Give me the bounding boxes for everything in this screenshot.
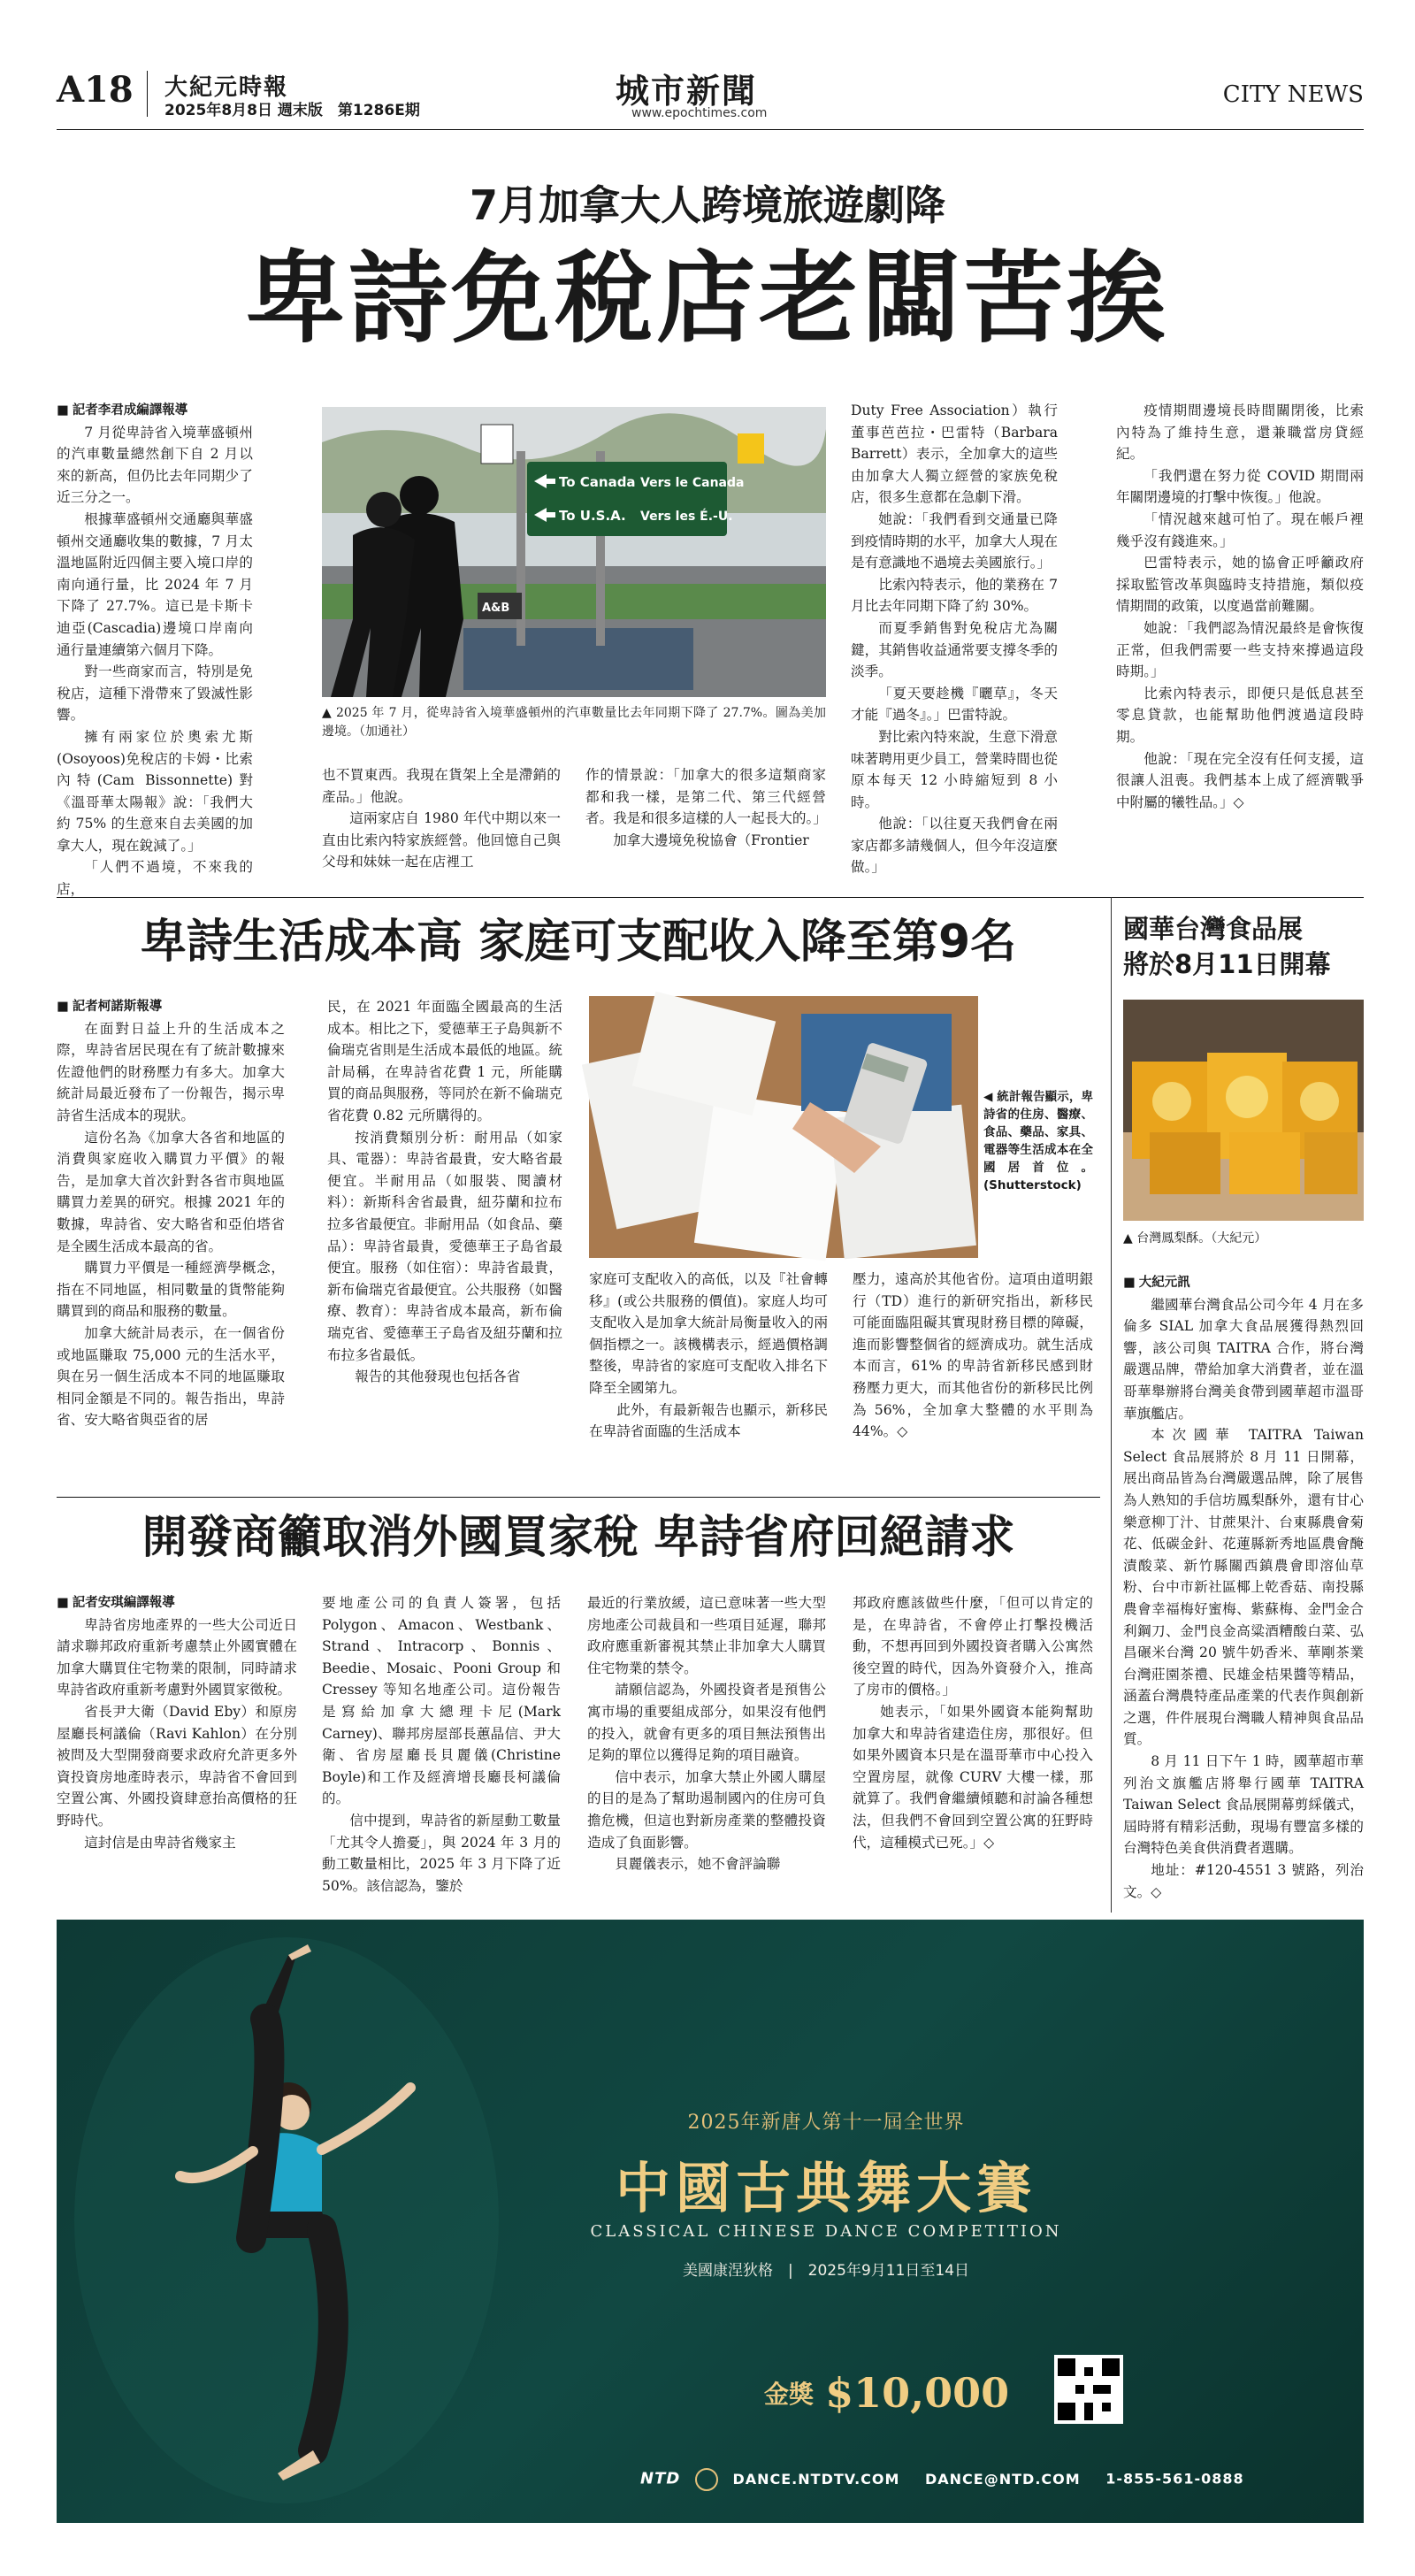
article1-col3 xyxy=(585,764,826,888)
paragraph: 加拿大邊境免稅協會（Frontier xyxy=(613,832,809,848)
paragraph: 她說：「我們看到交通量已降到疫情時期的水平，加拿大人現在是有意識地不過境去美國旅行。」 xyxy=(851,510,1058,571)
paragraph: 她表示，「如果外國資本能夠幫助加拿大和卑詩省建造住房，那很好。但如果外國資本只是在溫哥華市中心投入空置房屋，就像 CURV 大樓一樣，那就算了。我們會繼續傾聽和討論各種想法，但我們不會回到空置公寓的狂野時代，這種模式已死。」◇ xyxy=(853,1703,1093,1851)
sidebar-headline-line2: 將於8月11日開幕 xyxy=(1123,949,1331,979)
article3-byline: ■ 記者安琪編譯報導 xyxy=(57,1592,297,1614)
article2-col3 xyxy=(589,1269,828,1491)
paragraph: 對比索內特來說，生意下滑意味著聘用更少員工，營業時間也從原本每天 12 小時縮短到 8 小時。 xyxy=(851,728,1058,810)
paragraph: 他說：「以往夏天我們會在兩家店都多請幾個人，但今年沒這麼做。」 xyxy=(851,816,1058,876)
qr-code[interactable] xyxy=(1054,2355,1123,2424)
sidebar-caption: ▲ 台灣鳳梨酥。（大紀元） xyxy=(1123,1231,1267,1246)
paragraph: 比索內特表示，他的業務在 7 月比去年同期下降了約 30%。 xyxy=(851,576,1058,615)
ntd-logo: NTD xyxy=(640,2469,681,2488)
paragraph: 擁有兩家位於奧索尤斯(Osoyoos)免稅店的卡姆・比索內特(Cam Bissonnette)對《溫哥華太陽報》說：「我們大約 75% 的生意來自去美國的加拿大人，現在銳減了。」 xyxy=(57,728,253,854)
paragraph: 對一些商家而言，特別是免稅店，這種下滑帶來了毀滅性影響。 xyxy=(57,663,253,724)
paragraph: 也不買東西。我現在貨架上全是滯銷的產品。」他說。 xyxy=(322,767,561,805)
pineapple-cake-photo xyxy=(1123,1000,1364,1221)
paragraph: 這兩家店自 1980 年代中期以來一直由比索內特家族經營。他回憶自己與父母和妹妹一起在店裡工 xyxy=(322,810,561,870)
budget-photo xyxy=(589,996,978,1258)
ad-website[interactable]: DANCE.NTDTV.COM xyxy=(732,2470,900,2488)
article3-col1 xyxy=(57,1592,297,1911)
paragraph: 家庭可支配收入的高低，以及『社會轉移』(或公共服務的價值)。家庭人均可支配收入是加拿大統計局衡量收入的兩個指標之一。該機構表示，經過價格調整後，卑詩省的家庭可支配收入排名下降至全國第九。 xyxy=(589,1271,828,1396)
sign-to-usa: To U.S.A. xyxy=(559,508,626,524)
page-number: A18 xyxy=(57,69,134,111)
article1-byline: ■ 記者李君成編譯報導 xyxy=(57,400,253,422)
ad-title-en: CLASSICAL CHINESE DANCE COMPETITION xyxy=(590,2222,1062,2241)
paragraph: 比索內特表示，即便只是低息甚至零息貸款，也能幫助他們渡過這段時期。 xyxy=(1116,685,1364,745)
article3-col2 xyxy=(322,1592,561,1911)
article1-col5 xyxy=(1116,400,1364,888)
paragraph: 他說：「現在完全沒有任何支援，這很讓人沮喪。我們基本上成了經濟戰爭中附屬的犧牲品。」◇ xyxy=(1116,750,1364,810)
paragraph: 在面對日益上升的生活成本之際，卑詩省居民現在有了統計數據來佐證他們的財務壓力有多大。加拿大統計局最近發布了一份報告，揭示卑詩省生活成本的現狀。 xyxy=(57,1020,285,1123)
article3-headline: 開發商籲取消外國買家稅 卑詩省府回絕請求 xyxy=(142,1512,1015,1564)
sidebar-body xyxy=(1123,1272,1364,1911)
section-en: CITY NEWS xyxy=(1222,81,1364,108)
paragraph: 本次國華 TAITRA Taiwan Select 食品展將於 8 月 11 日開幕，展出商品皆為台灣嚴選品牌，除了展售為人熟知的手信坊鳳梨酥外，還有甘心樂意柳丁汁、甘蔗果汁、台東縣農會菊花、低碳金針、花蓮縣新秀地區農會醃漬酸菜、新竹縣關西鎮農會即溶仙草粉、台中市新社區椰上乾香菇、南投縣農會幸福梅好蜜梅、紫蘇梅、金門金合利鋼刀、金門良金高粱酒糟酸白菜、弘昌碾米台灣 20 號牛奶香米、華剛茶業台灣莊園茶禮、民雄金桔果醬等精品，涵蓋台灣農特產品產業的代表作與創新之選，件件展現台灣職人精神與食品品質。 xyxy=(1123,1427,1364,1748)
article1-kicker: 7月加拿大人跨境旅遊劇降 xyxy=(469,181,945,229)
issue-date: 2025年8月8日 週末版 第1286E期 xyxy=(164,102,420,119)
paragraph: 這封信是由卑詩省幾家主 xyxy=(84,1834,236,1851)
paper-name: 大紀元時報 xyxy=(164,74,289,101)
article2-caption: ◀ 統計報告顯示，卑詩省的住房、醫療、食品、藥品、家具、電器等生活成本在全國居首位。(Shutterstock) xyxy=(983,1090,1093,1192)
article2-headline: 卑詩生活成本高 家庭可支配收入降至第9名 xyxy=(140,916,1017,969)
paragraph: 她說：「我們認為情況最終是會恢復正常，但我們需要一些支持來撐過這段時期。」 xyxy=(1116,619,1364,680)
paragraph: 加拿大統計局表示，在一個省份或地區賺取 75,000 元的生活水平，與在另一個生活成本不同的地區賺取相同金額是不同的。報告指出，卑詩省、安大略省與亞省的居 xyxy=(57,1324,285,1429)
article3-col3 xyxy=(587,1592,826,1911)
paragraph: 最近的行業放緩，這已意味著一些大型房地產公司裁員和一些項目延遲，聯邦政府應重新審視其禁止非加拿大人購買住宅物業的禁令。 xyxy=(587,1595,826,1676)
paragraph: 此外，有最新報告也顯示，新移民在卑詩省面臨的生活成本 xyxy=(589,1401,828,1440)
ad-email[interactable]: DANCE@NTD.COM xyxy=(925,2470,1081,2488)
paragraph: 信中提到，卑詩省的新屋動工數量「尤其令人擔憂」，與 2024 年 3 月的動工數量相比，2025 年 3 月下降了近 50%。該信認為，鑒於 xyxy=(322,1812,561,1894)
sign-vers-canada: Vers le Canada xyxy=(640,476,745,490)
border-photo xyxy=(322,407,826,697)
article2-col1 xyxy=(57,996,285,1491)
paragraph: 這份名為《加拿大各省和地區的消費與家庭收入購買力平價》的報告，是加拿大首次針對各省市與地區購買力差異的研究。根據 2021 年的數據，卑詩省、安大略省和亞伯塔省是全國生活成本最高的省。 xyxy=(57,1129,285,1254)
sign-store: A&B xyxy=(482,602,510,615)
paragraph: 根據華盛頓州交通廳與華盛頓州交通廳收集的數據，7 月太溫地區附近四個主要入境口岸的南向通行量，比 2024 年 7 月下降了 27.7%。這已是卡斯卡迪亞(Cascadia)邊境口岸南向通行量連續第六個月下降。 xyxy=(57,510,253,658)
article3-col4 xyxy=(853,1592,1093,1911)
article2-col4 xyxy=(853,1269,1093,1491)
ad-phone: 1-855-561-0888 xyxy=(1105,2470,1244,2488)
paragraph: 7 月從卑詩省入境華盛頓州的汽車數量總然創下自 2 月以來的新高，但仍比去年同期少了近三分之一。 xyxy=(57,424,253,506)
sidebar-byline: ■ 大紀元訊 xyxy=(1123,1272,1364,1294)
paragraph: 卑詩省房地產界的一些大公司近日請求聯邦政府重新考慮禁止外國實體在加拿大購買住宅物業的限制，同時請求卑詩省政府重新考慮對外國買家徵稅。 xyxy=(57,1616,297,1698)
paragraph: 壓力，遠高於其他省份。這項由道明銀行（TD）進行的新研究指出，新移民可能面臨阻礙其實現財務目標的障礙，進而影響整個省的經濟成功。就生活成本而言，61% 的卑詩省新移民感到財務壓力更大，而其他省份的新移民比例為 56%，全加拿大整體的水平則為 44%。◇ xyxy=(853,1271,1093,1440)
article1-headline: 卑詩免稅店老闆苦挨 xyxy=(246,242,1169,356)
paragraph: 按消費類別分析：耐用品（如家具、電器）：卑詩省最貴，安大略省最便宜。半耐用品（如服裝、閱讀材料）：新斯科舍省最貴，紐芬蘭和拉布拉多省最便宜。非耐用品（如食品、藥品）：卑詩省最貴，愛德華王子島省最便宜。服務（如住宿）：卑詩省最貴，新布倫瑞克省最便宜。公共服務（如醫療、教育）：卑詩省成本最高，新布倫瑞克省、愛德華王子島省及紐芬蘭和拉布拉多省最低。 xyxy=(327,1129,562,1363)
article2-byline: ■ 記者柯諾斯報導 xyxy=(57,996,285,1018)
paragraph: 疫情期間邊境長時間關閉後，比索內特為了維持生意，還兼職當房貸經紀。 xyxy=(1116,402,1364,463)
paragraph: 要地產公司的負責人簽署，包括 Polygon、Amacon、Westbank、Strand、Intracorp、Bonnis、Beedie、Mosaic、Pooni Group 和 Cressey 等知名地產公司。這份報告是寫給加拿大總理卡尼(Mark Carney)、聯邦房屋部長蕙晶信、尹大衛、省房屋廳長貝麗儀(Christine Boyle)和工作及經濟增長廳長柯議倫的。 xyxy=(322,1595,561,1807)
paragraph: 報告的其他發現也包括各省 xyxy=(355,1368,521,1385)
paragraph: 購買力平價是一種經濟學概念，指在不同地區，相同數量的貨幣能夠購買到的商品和服務的數量。 xyxy=(57,1260,285,1320)
sidebar-headline-line1: 國華台灣食品展 xyxy=(1123,914,1304,944)
paragraph: 省長尹大衛（David Eby）和原房屋廳長柯議倫（Ravi Kahlon）在分別被問及大型開發商要求政府允許更多外資投資房地產時表示，卑詩省不會回到空置公寓、外國投資肆意抬高價格的狂野時代。 xyxy=(57,1703,297,1828)
paragraph: 邦政府應該做些什麼，「但可以肯定的是，在卑詩省，不會停止打擊投機活動，不想再回到外國投資者購入公寓然後空置的時代，因為外資發介入，推高了房市的價格。」 xyxy=(853,1595,1093,1698)
sign-vers-usa: Vers les É.-U. xyxy=(640,510,733,524)
ad-title: 中國古典舞大賽 xyxy=(615,2156,1036,2220)
paragraph: 貝麗儀表示，她不會評論聯 xyxy=(615,1856,781,1873)
paragraph: 地址：#120-4551 3 號路，列治文。◇ xyxy=(1123,1862,1364,1900)
sign-to-canada: To Canada xyxy=(559,474,636,490)
article1-col2 xyxy=(322,764,561,888)
dance-competition-ad xyxy=(57,1920,1364,2523)
paragraph: 繼國華台灣食品公司今年 4 月在多倫多 SIAL 加拿大食品展獲得熱烈回響，該公司與 TAITRA 合作，將台灣嚴選品牌，帶給加拿大消費者，並在溫哥華舉辦將台灣美食帶到國華超市溫哥華旗艦店。 xyxy=(1123,1296,1364,1422)
article1-col4 xyxy=(851,400,1058,888)
sidebar-headline xyxy=(1123,911,1364,982)
ad-location-date: 美國康涅狄格 | 2025年9月11日至14日 xyxy=(682,2262,970,2280)
ad-prize-amount: $10,000 xyxy=(825,2369,1010,2417)
paragraph: Duty Free Association）執行董事芭芭拉・巴雷特（Barbara Barrett）表示，全加拿大的這些由加拿大人獨立經營的家族免稅店，很多生意都在急劇下滑。 xyxy=(851,402,1058,506)
paragraph: 「夏天要趁機『曬草』，冬天才能『過冬』。」巴雷特說。 xyxy=(851,685,1058,724)
article2-col2 xyxy=(327,996,562,1491)
paragraph: 8 月 11 日下午 1 時，國華超市華列治文旗艦店將舉行國華 TAITRA Taiwan Select 食品展開幕剪綵儀式，屆時將有精彩活動，現場有豐富多樣的台灣特色美食供消費者選購。 xyxy=(1123,1753,1364,1857)
page-header xyxy=(57,64,1364,127)
paragraph: 而夏季銷售對免稅店尤為關鍵，其銷售收益通常要支撐冬季的淡季。 xyxy=(851,619,1058,680)
paragraph: 信中表示，加拿大禁止外國人購屋的目的是為了幫助遏制國內的住房可負擔危機，但這也對新房產業的整體投資造成了負面影響。 xyxy=(587,1768,826,1851)
ad-footer xyxy=(640,2468,1312,2495)
paragraph: 作的情景說：「加拿大的很多這類商家都和我一樣，是第二代、第三代經營者。我是和很多這樣的人一起長大的。」 xyxy=(585,767,827,827)
dancer-illustration xyxy=(57,1920,552,2523)
paragraph: 「我們還在努力從 COVID 期間兩年關閉邊境的打擊中恢復。」他說。 xyxy=(1116,467,1364,506)
section-title: 城市新聞 xyxy=(616,71,758,111)
article1-col1 xyxy=(57,400,253,898)
ntd-emblem-icon xyxy=(695,2468,718,2491)
paragraph: 「人們不過境，不來我的店， xyxy=(57,859,253,898)
paragraph: 巴雷特表示，她的協會正呼籲政府採取監管改革與臨時支持措施，類似疫情期間的政策，以度過當前難關。 xyxy=(1116,555,1364,615)
paragraph: 民，在 2021 年面臨全國最高的生活成本。相比之下，愛德華王子島與新不倫瑞克省則是生活成本最低的地區。統計局稱，在卑詩省花費 1 元，所能購買的商品與服務，等同於在新不倫瑞克省花費 0.82 元所購得的。 xyxy=(327,999,562,1123)
paragraph: 「情況越來越可怕了。現在帳戶裡幾乎沒有錢進來。」 xyxy=(1116,510,1364,549)
article1-caption: ▲ 2025 年 7 月，從卑詩省入境華盛頓州的汽車數量比去年同期下降了 27.7%。圖為美加邊境。（加通社） xyxy=(322,706,826,739)
website: www.epochtimes.com xyxy=(631,106,768,120)
paragraph: 請願信認為，外國投資者是預售公寓市場的重要組成部分，如果沒有他們的投入，就會有更多的項目無法預售出足夠的單位以獲得足夠的項目融資。 xyxy=(587,1682,826,1764)
ad-prize-label: 金獎 xyxy=(764,2380,815,2409)
ad-subtitle: 2025年新唐人第十一屆全世界 xyxy=(687,2112,965,2134)
